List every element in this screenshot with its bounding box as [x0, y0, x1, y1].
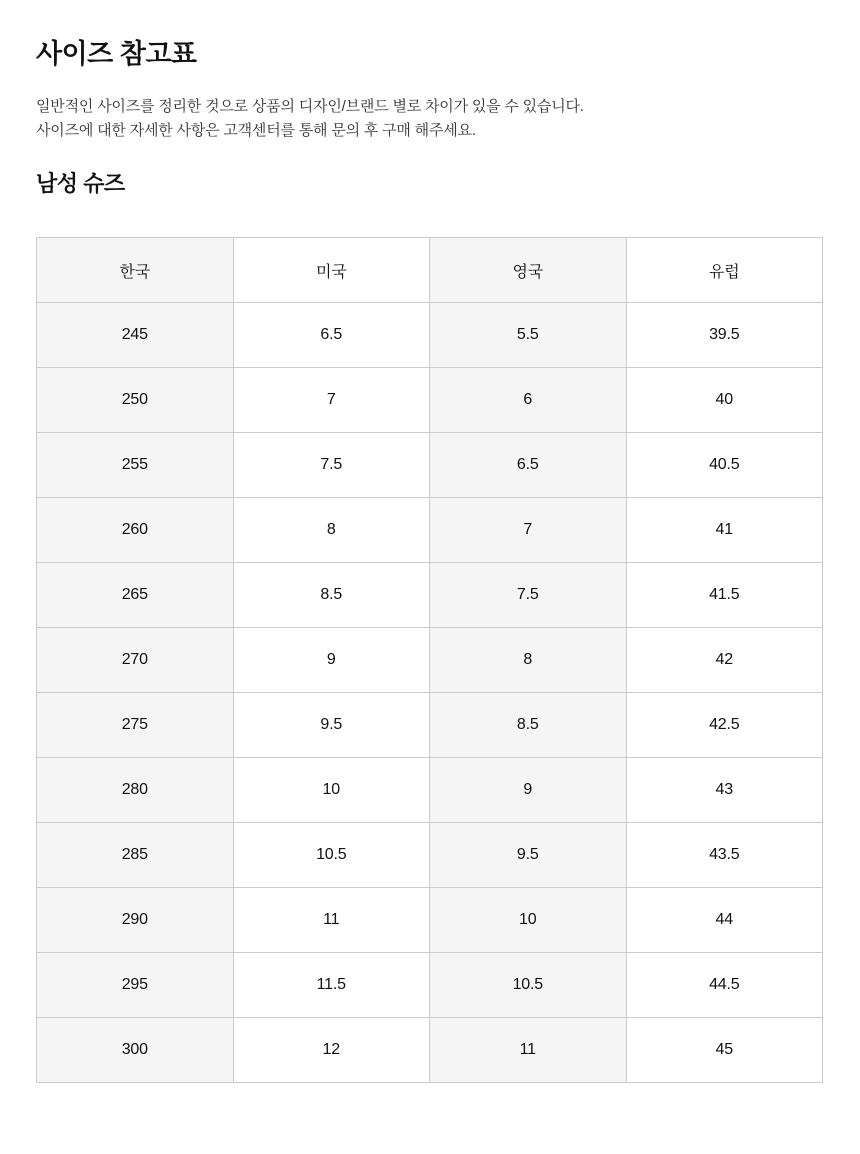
- size-cell: 7: [430, 498, 627, 563]
- size-cell: 265: [37, 563, 234, 628]
- size-cell: 44: [626, 888, 823, 953]
- table-row: [37, 368, 823, 433]
- page-description: [36, 95, 824, 143]
- table-row: [37, 888, 823, 953]
- table-row: [37, 498, 823, 563]
- page-title: 사이즈 참고표: [36, 39, 197, 69]
- size-cell: 7.5: [233, 433, 430, 498]
- size-cell: 11: [430, 1018, 627, 1083]
- size-cell: 7.5: [430, 563, 627, 628]
- size-table-header-row: [37, 238, 823, 303]
- size-cell: 42: [626, 628, 823, 693]
- table-row: [37, 953, 823, 1018]
- size-cell: 9: [233, 628, 430, 693]
- size-cell: 260: [37, 498, 234, 563]
- size-cell: 6.5: [430, 433, 627, 498]
- size-cell: 42.5: [626, 693, 823, 758]
- size-cell: 8: [233, 498, 430, 563]
- table-row: [37, 628, 823, 693]
- description-line-2: 사이즈에 대한 자세한 사항은 고객센터를 통해 문의 후 구매 해주세요.: [36, 122, 476, 139]
- description-line-1: 일반적인 사이즈를 정리한 것으로 상품의 디자인/브랜드 별로 차이가 있을 수 있습니다.: [36, 98, 584, 115]
- size-cell: 9: [430, 758, 627, 823]
- size-cell: 43: [626, 758, 823, 823]
- size-cell: 9.5: [430, 823, 627, 888]
- table-row: [37, 433, 823, 498]
- size-cell: 44.5: [626, 953, 823, 1018]
- size-cell: 285: [37, 823, 234, 888]
- size-cell: 45: [626, 1018, 823, 1083]
- size-cell: 250: [37, 368, 234, 433]
- table-row: [37, 693, 823, 758]
- size-cell: 10: [430, 888, 627, 953]
- column-header: 한국: [37, 238, 234, 303]
- column-header: 유럽: [626, 238, 823, 303]
- size-cell: 6.5: [233, 303, 430, 368]
- table-row: [37, 303, 823, 368]
- size-cell: 245: [37, 303, 234, 368]
- size-cell: 8.5: [430, 693, 627, 758]
- size-cell: 9.5: [233, 693, 430, 758]
- size-cell: 275: [37, 693, 234, 758]
- table-row: [37, 758, 823, 823]
- size-cell: 280: [37, 758, 234, 823]
- size-cell: 41: [626, 498, 823, 563]
- size-cell: 39.5: [626, 303, 823, 368]
- size-cell: 255: [37, 433, 234, 498]
- column-header: 미국: [233, 238, 430, 303]
- size-cell: 40.5: [626, 433, 823, 498]
- size-cell: 8: [430, 628, 627, 693]
- size-cell: 8.5: [233, 563, 430, 628]
- size-cell: 10: [233, 758, 430, 823]
- table-row: [37, 1018, 823, 1083]
- size-cell: 43.5: [626, 823, 823, 888]
- size-cell: 300: [37, 1018, 234, 1083]
- size-table-head: [37, 238, 823, 303]
- size-cell: 40: [626, 368, 823, 433]
- size-cell: 12: [233, 1018, 430, 1083]
- table-row: [37, 563, 823, 628]
- size-cell: 290: [37, 888, 234, 953]
- size-cell: 6: [430, 368, 627, 433]
- size-cell: 7: [233, 368, 430, 433]
- section-title-mens-shoes: 남성 슈즈: [36, 171, 125, 196]
- size-cell: 295: [37, 953, 234, 1018]
- size-table: [36, 237, 823, 1083]
- size-cell: 10.5: [233, 823, 430, 888]
- size-cell: 270: [37, 628, 234, 693]
- size-cell: 11: [233, 888, 430, 953]
- column-header: 영국: [430, 238, 627, 303]
- size-cell: 5.5: [430, 303, 627, 368]
- size-cell: 41.5: [626, 563, 823, 628]
- size-table-body: [37, 303, 823, 1083]
- table-row: [37, 823, 823, 888]
- size-cell: 11.5: [233, 953, 430, 1018]
- size-cell: 10.5: [430, 953, 627, 1018]
